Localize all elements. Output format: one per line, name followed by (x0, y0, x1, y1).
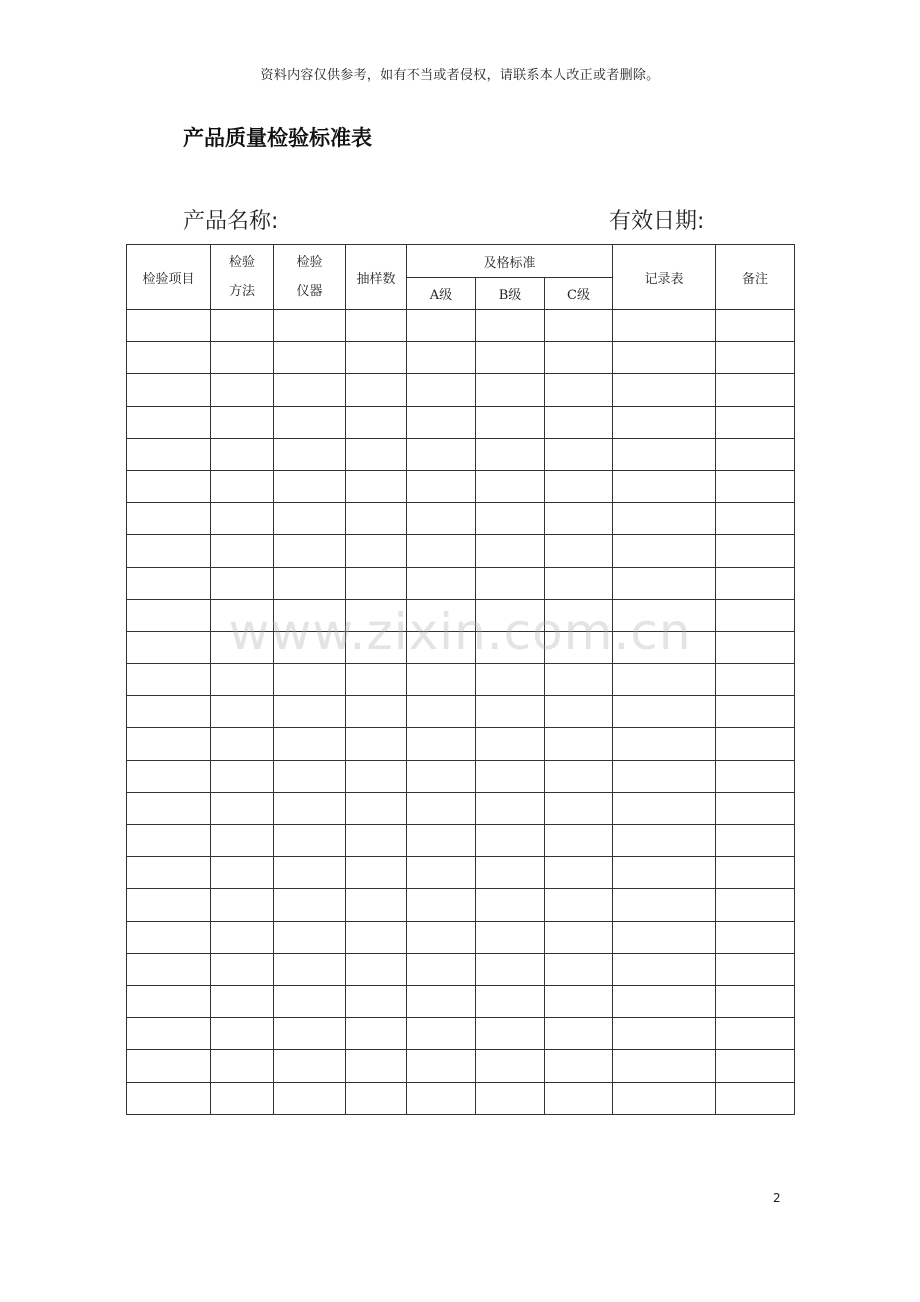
table-cell (716, 953, 795, 985)
table-row (127, 438, 795, 470)
table-cell (613, 438, 716, 470)
table-cell (613, 760, 716, 792)
table-row (127, 857, 795, 889)
table-cell (407, 825, 476, 857)
table-cell (127, 664, 211, 696)
table-cell (613, 1050, 716, 1082)
table-cell (407, 696, 476, 728)
table-cell (476, 342, 545, 374)
table-cell (613, 1082, 716, 1114)
table-cell (716, 503, 795, 535)
table-cell (545, 503, 613, 535)
table-cell (476, 760, 545, 792)
table-cell (613, 406, 716, 438)
table-cell (476, 1082, 545, 1114)
header-remarks: 备注 (716, 245, 795, 310)
table-cell (274, 1050, 346, 1082)
table-cell (274, 728, 346, 760)
table-row (127, 631, 795, 663)
table-cell (476, 470, 545, 502)
table-cell (613, 825, 716, 857)
table-cell (211, 953, 274, 985)
header-row (127, 245, 795, 278)
table-cell (407, 599, 476, 631)
table-cell (613, 985, 716, 1017)
table-cell (211, 664, 274, 696)
table-cell (407, 374, 476, 406)
table-cell (407, 728, 476, 760)
effective-date-label: 有效日期: (609, 209, 705, 234)
table-cell (407, 438, 476, 470)
table-cell (274, 1018, 346, 1050)
table-cell (127, 1082, 211, 1114)
table-cell (211, 760, 274, 792)
table-cell (211, 503, 274, 535)
table-cell (545, 889, 613, 921)
table-cell (476, 438, 545, 470)
table-cell (407, 310, 476, 342)
table-cell (211, 985, 274, 1017)
table-cell (211, 1082, 274, 1114)
table-cell (545, 567, 613, 599)
table-cell (476, 374, 545, 406)
table-cell (127, 438, 211, 470)
table-cell (545, 985, 613, 1017)
table-cell (716, 760, 795, 792)
table-cell (211, 406, 274, 438)
table-row (127, 1050, 795, 1082)
table-cell (274, 953, 346, 985)
table-cell (211, 889, 274, 921)
header-grade-c: C级 (545, 278, 613, 310)
table-cell (211, 696, 274, 728)
table-cell (545, 792, 613, 824)
table-cell (613, 535, 716, 567)
table-cell (274, 438, 346, 470)
header-record-sheet: 记录表 (613, 245, 716, 310)
header-inspection-item: 检验项目 (127, 245, 211, 310)
table-cell (716, 631, 795, 663)
table-cell (127, 503, 211, 535)
table-cell (716, 1050, 795, 1082)
table-row (127, 503, 795, 535)
table-cell (476, 567, 545, 599)
table-cell (346, 1082, 407, 1114)
table-cell (211, 825, 274, 857)
table-cell (407, 985, 476, 1017)
watermark: www.zixin.com.cn (228, 603, 692, 661)
table-cell (716, 1082, 795, 1114)
table-cell (211, 310, 274, 342)
table-cell (346, 438, 407, 470)
header-method-line1: 检验 (228, 255, 255, 270)
table-cell (716, 374, 795, 406)
table-cell (716, 857, 795, 889)
table-cell (613, 889, 716, 921)
table-cell (274, 310, 346, 342)
table-cell (545, 599, 613, 631)
table-cell (346, 631, 407, 663)
table-cell (716, 1018, 795, 1050)
table-cell (346, 728, 407, 760)
table-cell (476, 1018, 545, 1050)
table-cell (211, 857, 274, 889)
table-row (127, 921, 795, 953)
table-cell (274, 857, 346, 889)
table-cell (407, 953, 476, 985)
table-cell (716, 696, 795, 728)
table-cell (613, 696, 716, 728)
table-cell (407, 342, 476, 374)
table-cell (545, 760, 613, 792)
table-cell (274, 631, 346, 663)
table-cell (407, 535, 476, 567)
table-cell (476, 535, 545, 567)
table-row (127, 567, 795, 599)
table-cell (407, 857, 476, 889)
table-cell (545, 728, 613, 760)
table-cell (127, 599, 211, 631)
table-cell (127, 406, 211, 438)
disclaimer-text: 资料内容仅供参考，如有不当或者侵权，请联系本人改正或者删除。 (260, 68, 660, 83)
table-cell (545, 470, 613, 502)
table-row (127, 728, 795, 760)
product-name-label: 产品名称: (183, 209, 279, 234)
table-cell (613, 503, 716, 535)
table-cell (545, 857, 613, 889)
table-cell (211, 342, 274, 374)
table-cell (613, 857, 716, 889)
table-row (127, 374, 795, 406)
table-row (127, 1082, 795, 1114)
header-inspection-instrument (274, 245, 346, 310)
table-row (127, 406, 795, 438)
table-row (127, 599, 795, 631)
table-cell (274, 921, 346, 953)
inspection-standard-table (126, 244, 795, 1115)
table-cell (613, 1018, 716, 1050)
table-cell (716, 438, 795, 470)
table-cell (127, 953, 211, 985)
table-cell (346, 889, 407, 921)
table-cell (346, 310, 407, 342)
table-cell (127, 567, 211, 599)
table-cell (716, 985, 795, 1017)
table-cell (716, 921, 795, 953)
header-instrument-line2: 仪器 (296, 284, 323, 299)
table-cell (476, 664, 545, 696)
table-cell (613, 470, 716, 502)
header-grade-a: A级 (407, 278, 476, 310)
table-cell (211, 470, 274, 502)
table-cell (545, 1082, 613, 1114)
table-cell (476, 825, 545, 857)
table-cell (476, 631, 545, 663)
table-cell (545, 631, 613, 663)
table-cell (127, 921, 211, 953)
table-cell (545, 406, 613, 438)
document-title: 产品质量检验标准表 (183, 126, 372, 150)
table-cell (545, 696, 613, 728)
table-cell (476, 503, 545, 535)
table-cell (716, 599, 795, 631)
table-cell (407, 470, 476, 502)
table-cell (346, 953, 407, 985)
table-cell (407, 503, 476, 535)
table-cell (274, 825, 346, 857)
table-cell (716, 535, 795, 567)
table-row (127, 760, 795, 792)
table-cell (545, 664, 613, 696)
table-cell (274, 985, 346, 1017)
table-cell (407, 1050, 476, 1082)
table-cell (407, 567, 476, 599)
table-cell (127, 825, 211, 857)
table-cell (346, 792, 407, 824)
table-cell (407, 889, 476, 921)
table-row (127, 825, 795, 857)
table-cell (274, 889, 346, 921)
table-cell (716, 728, 795, 760)
table-cell (545, 342, 613, 374)
table-cell (476, 985, 545, 1017)
table-cell (476, 857, 545, 889)
table-cell (211, 1050, 274, 1082)
table-cell (346, 696, 407, 728)
table-cell (613, 374, 716, 406)
table-cell (127, 857, 211, 889)
table-cell (545, 1050, 613, 1082)
table-cell (346, 857, 407, 889)
table-cell (545, 1018, 613, 1050)
table-row (127, 535, 795, 567)
table-cell (476, 1050, 545, 1082)
table-cell (127, 1050, 211, 1082)
table-cell (346, 825, 407, 857)
table-cell (211, 535, 274, 567)
table-cell (545, 921, 613, 953)
table-cell (716, 470, 795, 502)
table-cell (127, 1018, 211, 1050)
table-cell (211, 374, 274, 406)
table-cell (274, 535, 346, 567)
table-cell (127, 760, 211, 792)
header-acceptance-standard: 及格标准 (407, 245, 613, 278)
table-cell (476, 310, 545, 342)
header-grade-b: B级 (476, 278, 545, 310)
table-cell (716, 792, 795, 824)
table-cell (613, 953, 716, 985)
table-cell (346, 567, 407, 599)
table-cell (346, 921, 407, 953)
table-cell (407, 631, 476, 663)
table-cell (407, 664, 476, 696)
header-method-line2: 方法 (228, 284, 255, 299)
table-cell (274, 599, 346, 631)
table-cell (613, 921, 716, 953)
table-cell (545, 825, 613, 857)
table-row (127, 310, 795, 342)
table-cell (274, 696, 346, 728)
table-cell (211, 1018, 274, 1050)
table-cell (407, 1082, 476, 1114)
table-cell (211, 567, 274, 599)
table-cell (127, 728, 211, 760)
table-cell (211, 438, 274, 470)
header-inspection-method (211, 245, 274, 310)
header-instrument-line1: 检验 (296, 255, 323, 270)
table-cell (346, 374, 407, 406)
table-cell (545, 438, 613, 470)
table-cell (211, 792, 274, 824)
table-cell (211, 921, 274, 953)
table-cell (346, 535, 407, 567)
table-body (127, 310, 795, 1115)
table-cell (127, 535, 211, 567)
table-row (127, 1018, 795, 1050)
table-cell (274, 567, 346, 599)
table-row (127, 664, 795, 696)
table-cell (127, 374, 211, 406)
table-cell (346, 503, 407, 535)
table-cell (613, 792, 716, 824)
header-sample-count: 抽样数 (346, 245, 407, 310)
table-cell (346, 760, 407, 792)
table-cell (346, 985, 407, 1017)
table-cell (127, 889, 211, 921)
table-cell (407, 760, 476, 792)
table-cell (613, 728, 716, 760)
table-cell (545, 953, 613, 985)
table-cell (476, 889, 545, 921)
table-cell (716, 825, 795, 857)
table-cell (476, 728, 545, 760)
table-cell (346, 1050, 407, 1082)
table-cell (613, 342, 716, 374)
table-cell (127, 985, 211, 1017)
table-cell (476, 599, 545, 631)
table-cell (127, 310, 211, 342)
table-cell (346, 664, 407, 696)
table-cell (274, 760, 346, 792)
table-cell (476, 696, 545, 728)
table-cell (716, 342, 795, 374)
table-cell (346, 599, 407, 631)
table-cell (613, 599, 716, 631)
table-cell (274, 664, 346, 696)
table-cell (346, 342, 407, 374)
table-cell (127, 696, 211, 728)
table-cell (476, 406, 545, 438)
table-cell (274, 1082, 346, 1114)
page-number: 2 (773, 1191, 781, 1205)
table-cell (211, 631, 274, 663)
table-cell (346, 1018, 407, 1050)
table-row (127, 985, 795, 1017)
table-cell (346, 406, 407, 438)
table-cell (716, 310, 795, 342)
table-cell (407, 921, 476, 953)
table-cell (274, 342, 346, 374)
table-cell (716, 664, 795, 696)
table-cell (211, 728, 274, 760)
table-cell (407, 406, 476, 438)
table-cell (613, 567, 716, 599)
table-row (127, 889, 795, 921)
table-cell (545, 310, 613, 342)
table-cell (476, 921, 545, 953)
table-cell (127, 792, 211, 824)
table-cell (716, 567, 795, 599)
table-row (127, 953, 795, 985)
table-cell (613, 664, 716, 696)
table-row (127, 696, 795, 728)
table-cell (545, 535, 613, 567)
table-row (127, 342, 795, 374)
table-cell (211, 599, 274, 631)
table-cell (274, 406, 346, 438)
table-cell (274, 792, 346, 824)
table-cell (613, 310, 716, 342)
table-cell (545, 374, 613, 406)
table-cell (613, 631, 716, 663)
table-row (127, 792, 795, 824)
table-cell (127, 342, 211, 374)
table-cell (476, 953, 545, 985)
table-cell (716, 406, 795, 438)
table-cell (274, 503, 346, 535)
table-cell (476, 792, 545, 824)
table-cell (716, 889, 795, 921)
table-row (127, 470, 795, 502)
table-cell (274, 470, 346, 502)
table-cell (274, 374, 346, 406)
table-cell (407, 1018, 476, 1050)
table-cell (407, 792, 476, 824)
table-cell (127, 631, 211, 663)
table-cell (346, 470, 407, 502)
table-cell (127, 470, 211, 502)
